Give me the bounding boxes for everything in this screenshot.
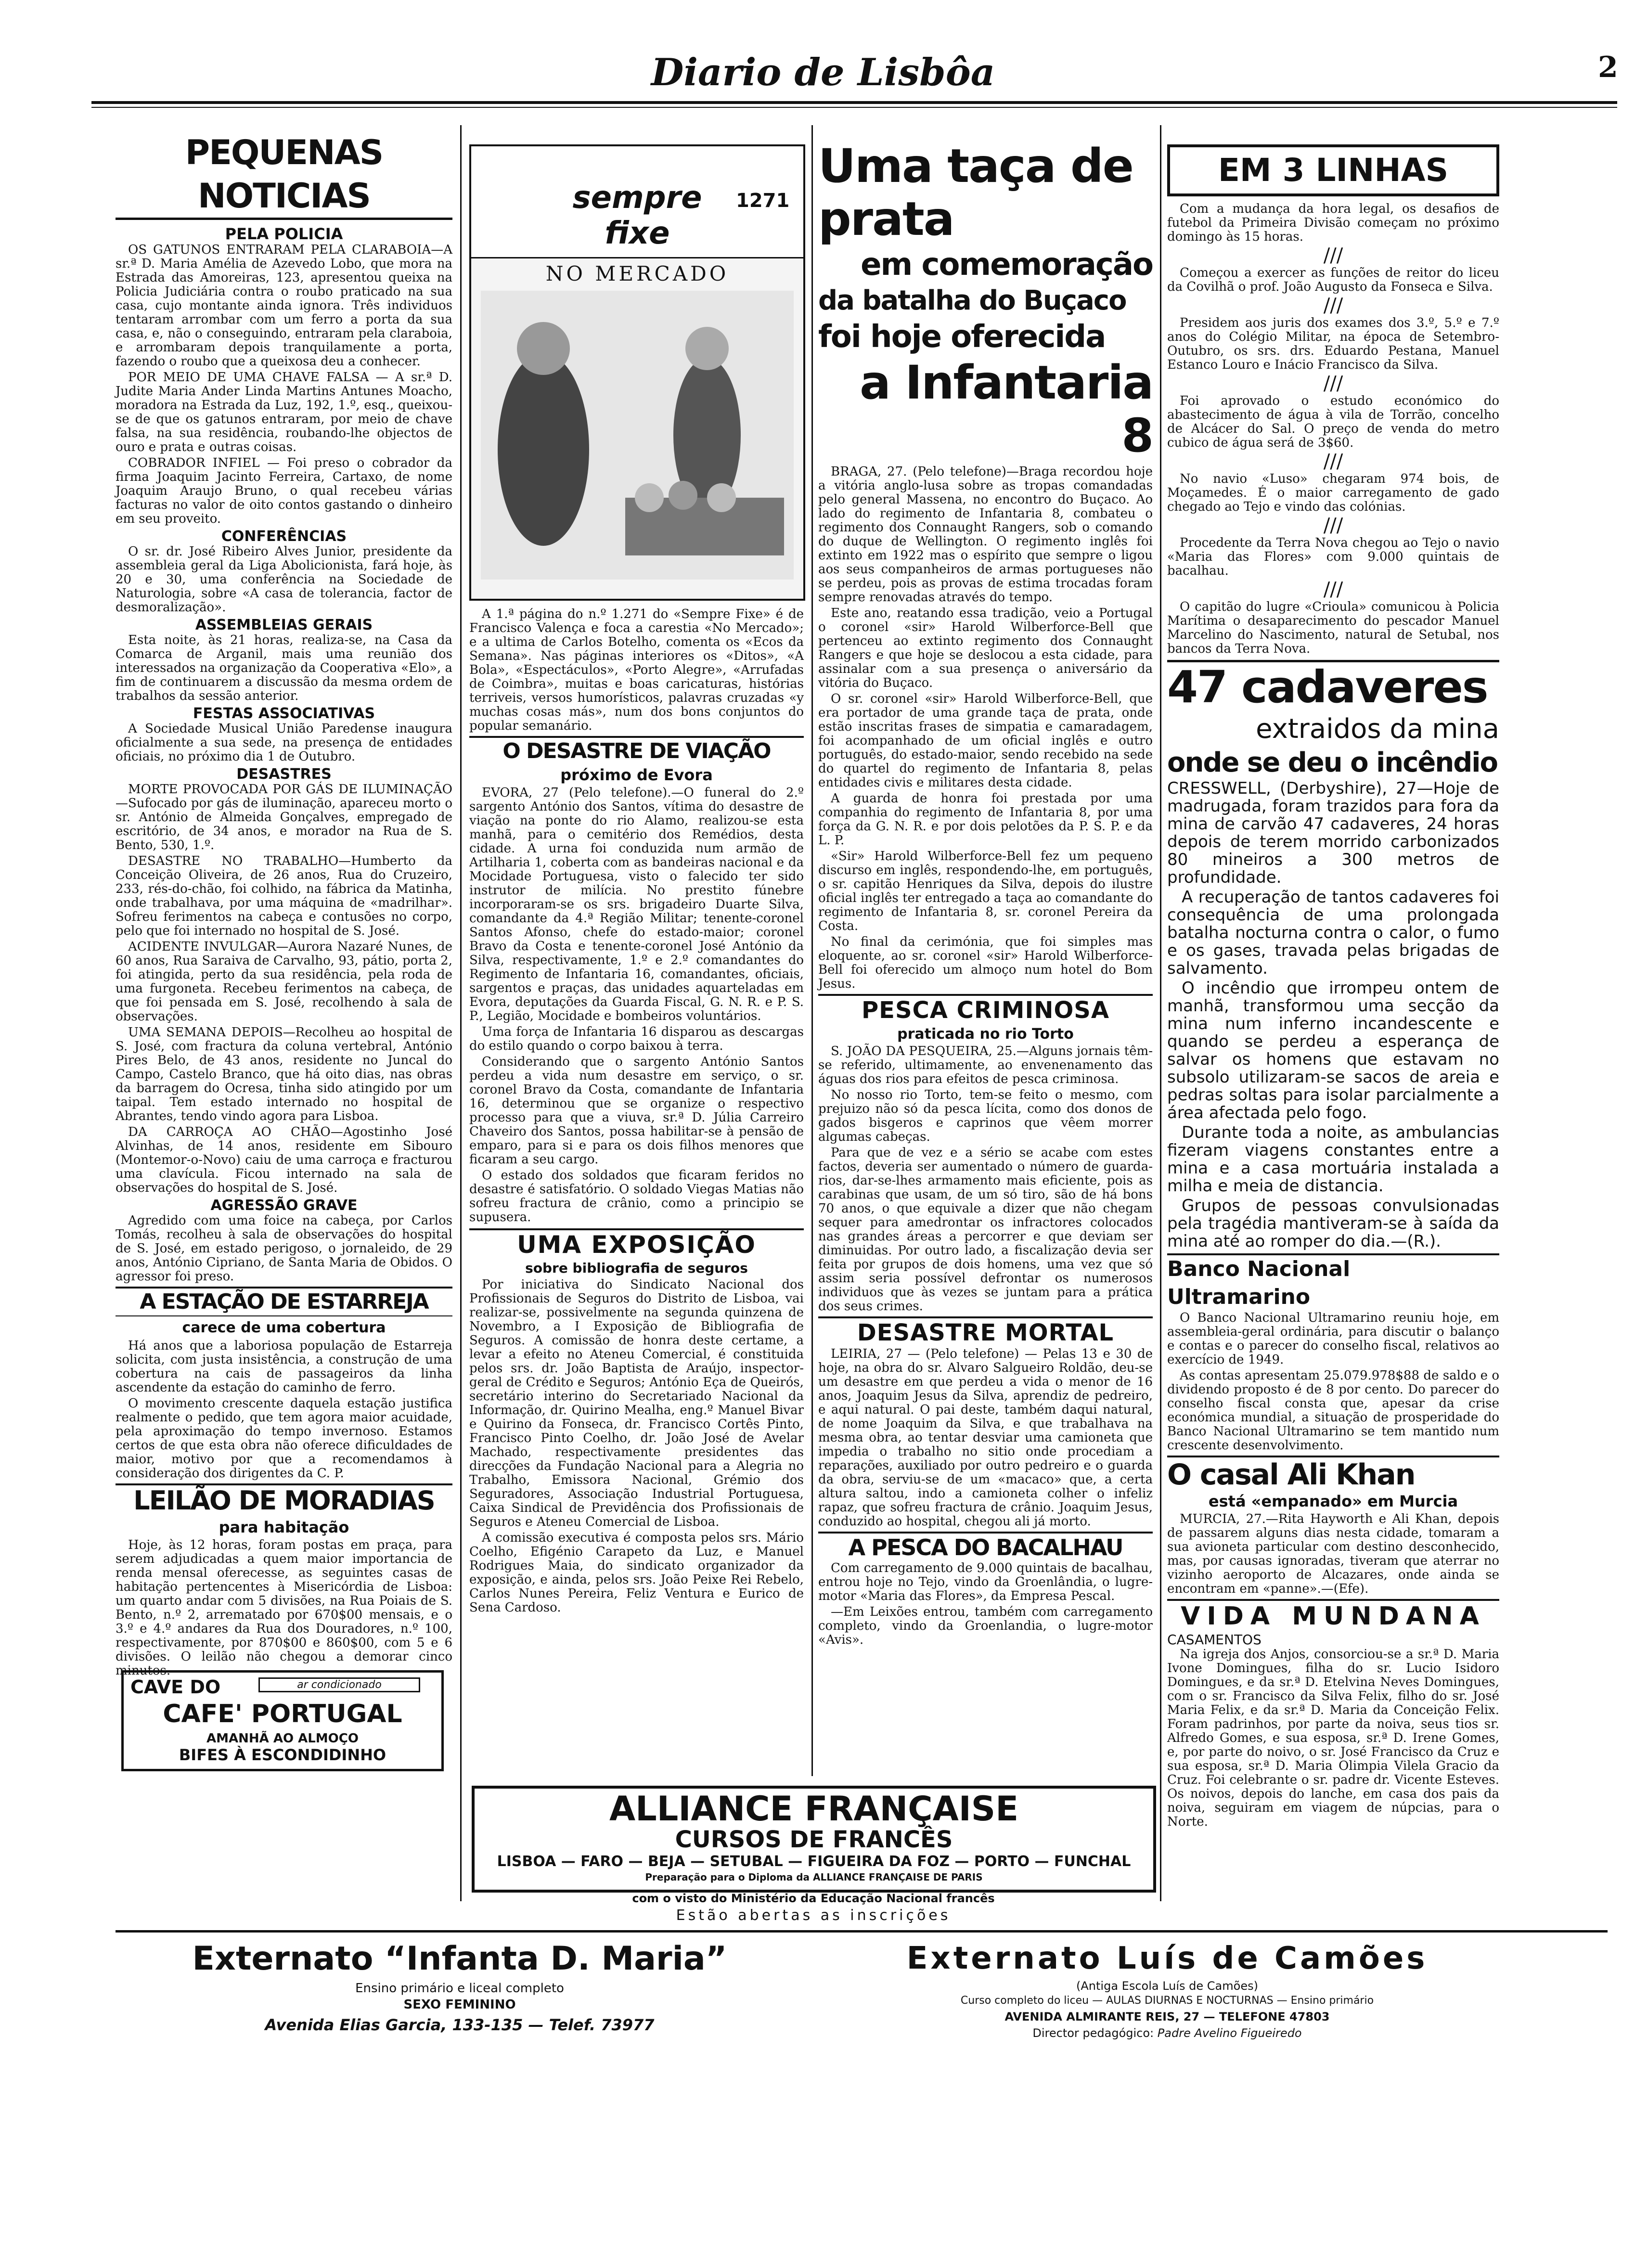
news-paragraph: O Banco Nacional Ultramarino reuniu hoje, em assembleia-geral ordinária, para discutir o balanço e contas e o parecer do conselho fiscal, relativos ao exercício de 1949. [1167,1311,1499,1367]
externato-infanta-ad [116,1940,804,2046]
ad-ac-label: ar condicionado [258,1677,420,1692]
news-paragraph: Por iniciativa do Sindicato Nacional dos Profissionais de Seguros do Distrito de Lisboa, vai realizar-se, possivelmente na segunda quinzena de Novembro, a I Exposição de Bibliografia de Seguros. A comissão de honra deste certame, a levar a efeito no Ateneu Comercial, é constituida pelos srs. dr. João Baptista de Araújo, inspector-geral de Crédito e Seguros; António Eça de Queirós, secretário interino do Secretariado Nacional da Informação, dr. Quirino Mealha, eng.º Manuel Bivar e Quirino da Fonseca, dr. Francisco Cortês Pinto, Francisco Pinto Coelho, dr. João José de Avelar Machado, respectivamente presidentes das direcções da Fundação Nacional para a Alegria no Trabalho, Emissora Nacional, Grémio dos Seguradores, Associação Industrial Portuguesa, Caixa Sindical de Previdência dos Profissionais de Seguros e Ateneu Comercial de Lisboa. [469,1277,804,1529]
news-paragraph: BRAGA, 27. (Pelo telefone)—Braga recordou hoje a vitória anglo-lusa sobre as tropas comandadas pelo general Massena, no encontro do Buçaco. Ao lado do regimento de Infantaria 8, combateu o regimento dos Connaught Rangers, sob o comando do duque de Wellington. O regimento inglês foi extinto em 1922 mas o espírito que sempre o ligou aos seus companheiros de armas portugueses não se perdeu, pois as provas de estima trocadas foram sempre renovadas através do tempo. [818,464,1153,605]
news-paragraph: A 1.ª página do n.º 1.271 do «Sempre Fixe» é de Francisco Valença e foca a carestia «No Mercado»; e a ultima de Carlos Botelho, comenta os «Ecos da Semana». Nas páginas interiores os «Ditos», «A Bola», «Espectáculos», «Porto Alegre», «Arrufadas de Coimbra», muitas e boas caricaturas, histórias terriveis, versos humorísticos, palavras cruzadas «y muchas cosas más», num dos bons conjuntos do popular semanário. [469,607,804,733]
section-conferencias: CONFERÊNCIAS [221,528,347,545]
news-paragraph: DESASTRE NO TRABALHO—Humberto da Conceição Oliveira, de 26 anos, Rua do Cruzeiro, 233, rés-do-chão, foi colhido, na fábrica da Matinha, onde trabalhava, por uma máquina de «madrilhar». Sofreu ferimentos na cabeça e contusões no corpo, pelo que foi internado no hospital de S. José. [116,854,452,938]
item-separator: /// [1323,515,1343,537]
cover-logo: sempre fixe [572,180,702,251]
em3-item: Com a mudança da hora legal, os desafios de futebol da Primeira Divisão começam no próximo domingo às 15 horas. [1167,202,1499,244]
ad-cave-label: CAVE DO [130,1676,221,1698]
alliance-cities: LISBOA — FARO — BEJA — SETUBAL — FIGUEIRA DA FOZ — PORTO — FUNCHAL [497,1853,1131,1870]
news-paragraph: Considerando que o sargento António Santos perdeu a vida num desastre em serviço, o sr. coronel Bravo da Costa, comandante de Infantaria 16, determinou que se organize o respectivo processo para que a viuva, sr.ª D. Júlia Carreiro Chaveiro dos Santos, possa habilitar-se à pensão de emparo, para si e para os dois filhos menores que ficaram a seu cargo. [469,1055,804,1167]
news-paragraph: Hoje, às 12 horas, foram postas em praça, para serem adjudicadas a quem maior importancia de renda mensal oferecesse, as seguintes casas de habitação pertencentes à Misericórdia de Lisboa: um quarto andar com 5 divisões, na Rua Poiais de S. Bento, n.º 2, arrematado por 670$00 mensais, e o 3.º e 4.º andares da Rua dos Douradores, n.º 100, respectivamente, por 870$00 e 860$00, com 5 e 6 divisões. O leilão não chegou a demorar cinco minutos. [116,1538,452,1678]
news-paragraph: Há anos que a laboriosa população de Estarreja solicita, com justa insistência, a construção de uma cobertura na cais de passageiros da linha ascendente da estação do caminho de ferro. [116,1339,452,1395]
estarreja-title: A ESTAÇÃO DE ESTARREJA [116,1287,452,1316]
em3-item: Presidem aos juris dos exames dos 3.º, 5.º e 7.º anos do Colégio Militar, na época de Setembro-Outubro, os srs. drs. Eduardo Pestana, Manuel Estanco Louro e Inácio Francisco da Silva. [1167,316,1499,372]
news-paragraph: ACIDENTE INVULGAR—Aurora Nazaré Nunes, de 60 anos, Rua Saraiva de Carvalho, 93, pátio, porta 2, foi atingida, perto da sua residência, pela roda de uma furgoneta. Recebeu ferimentos na cabeça, de que foi pensada em S. José, recolhendo à sala de observações. [116,940,452,1024]
taca-title-3: da batalha do Buçaco [818,285,1126,316]
camoes-line: Curso completo do liceu — AULAS DIURNAS E NOCTURNAS — Ensino primário [960,1995,1374,2007]
news-paragraph: EVORA, 27 (Pelo telefone).—O funeral do 2.º sargento António dos Santos, vítima do desastre de viação na ponte do rio Alamo, realizou-se esta manhã, para o cemitério dos Remédios, desta cidade. A urna foi conduzida num armão de Artilharia 1, coberta com as bandeiras nacional e da Mocidade Portuguesa, visto o falecido ter sido instrutor de milícia. No prestito fúnebre incorporaram-se os srs. brigadeiro Duarte Silva, comandante da 4.ª Região Militar; tenente-coronel Santos Afonso, chefe do estado-maior; coronel Bravo da Costa e tenente-coronel José António da Silva, respectivamente, 1.º e 2.º comandantes do Regimento de Infantaria 16, comandantes, oficiais, sargentos e praças, das unidades aquarteladas em Evora, deputações da Guarda Fiscal, G. N. R. e P. S. P., Legião, Mocidade e bombeiros voluntários. [469,786,804,1023]
viacao-subtitle: próximo de Evora [560,766,713,784]
ad-cafe-line: BIFES À ESCONDIDINHO [179,1746,386,1764]
news-paragraph: A comissão executiva é composta pelos srs. Mário Coelho, Efigénio Carapeto da Luz, e Manuel Rodrigues Maia, do sindicato organizador da exposição, e ainda, pelos srs. João Peixe Rei Rebelo, Carlos Nunes Pereira, Feliz Ventura e Eurico de Sena Cardoso. [469,1531,804,1615]
item-separator: /// [1323,451,1343,473]
news-paragraph: MORTE PROVOCADA POR GÁS DE ILUMINAÇÃO—Sufocado por gás de iluminação, apareceu morto o sr. António de Almeida Gonçalves, empregado de escritório, de 34 anos, e morador na Rua de S. Bento, 530, 1.º. [116,782,452,852]
ali-khan-subtitle: está «empanado» em Murcia [1208,1492,1458,1510]
column-3 [818,140,1153,1649]
estarreja-subtitle: carece de uma cobertura [182,1319,386,1336]
page-number: 2 [1598,51,1618,84]
news-paragraph: DA CARROÇA AO CHÃO—Agostinho José Alvinhas, de 14 anos, residente em Sibouro (Montemor-o-Novo) caiu de uma carroça e fracturou uma clavícula. Ficou internado na sala de observações do hospital de S. José. [116,1125,452,1195]
news-paragraph: O incêndio que irrompeu ontem de manhã, transformou uma secção da mina num inferno incandescente e quando se perdeu a esperança de salvar os homens que estavam no subsolo utilizaram-se sacos de areia e pedras soltas para isolar parcialmente a área afectada pelo fogo. [1167,979,1499,1122]
column-rule [811,125,813,1776]
news-paragraph: Grupos de pessoas convulsionadas pela tragédia mantiveram-se à saída da mina até ao romper do dia.—(R.). [1167,1196,1499,1251]
ad-cafe-name: CAFE' PORTUGAL [163,1700,402,1728]
column-rule [460,125,462,1901]
taca-title-5: a Infantaria 8 [860,356,1153,463]
externato-camoes-ad [823,1940,1511,2046]
mortal-title: DESASTRE MORTAL [818,1316,1153,1347]
news-paragraph: OS GATUNOS ENTRARAM PELA CLARABOIA—A sr.ª D. Maria Amélia de Azevedo Lobo, que mora na Estrada das Amoreiras, 123, apresentou queixa na Policia Judiciária contra o roubo praticado na sua casa, cujo montante ainda ignora. Três individuos tentaram arrombar com um ferro a porta da sua casa, e, não o conseguindo, entraram pela claraboia, e arrombaram depois tranquilamente a porta, fazendo o roubo que a queixosa deu a conhecer. [116,243,452,369]
banco-title: Banco Nacional Ultramarino [1167,1253,1499,1311]
news-paragraph: Esta noite, às 21 horas, realiza-se, na Casa da Comarca de Arganil, mais uma reunião dos interessados na organização da Cooperativa «Elo», a fim de continuarem a discussão da mesma ordem de trabalhos da sessão anterior. [116,633,452,703]
section-festas: FESTAS ASSOCIATIVAS [193,705,375,722]
pequenas-noticias-heading: PEQUENAS NOTICIAS [116,131,452,220]
infanta-line: Ensino primário e liceal completo [355,1981,564,1996]
infanta-line: Avenida Elias Garcia, 133-135 — Telef. 73977 [265,2016,655,2034]
news-paragraph: As contas apresentam 25.079.978$88 de saldo e o dividendo proposto é de 8 por cento. Do parecer do conselho fiscal consta que, apesar da crise económica mundial, a situação de prosperidade do Banco Nacional Ultramarino se tem mantido num crescente desenvolvimento. [1167,1368,1499,1453]
masthead-title: Diario de Lisbôa [651,51,995,94]
em3-item: No navio «Luso» chegaram 974 bois, de Moçamedes. É o maior carregamento de gado chegado ao Tejo e vindo das colónias. [1167,472,1499,514]
section-policia: PELA POLICIA [225,225,343,243]
alliance-line: Estão abertas as inscrições [676,1907,951,1924]
news-paragraph: A Sociedade Musical União Paredense inaugura oficialmente a sua sede, na presença de entidades oficiais, no próximo dia 1 de Outubro. [116,722,452,764]
cover-caption: NO MERCADO [545,262,729,285]
news-paragraph: A recuperação de tantos cadaveres foi consequência de uma prolongada batalha nocturna contra o calor, o fumo e os gases, travada pelas brigadas de salvamento. [1167,888,1499,978]
news-paragraph: Este ano, reatando essa tradição, veio a Portugal o coronel «sir» Harold Wilberforce-Bell que pertenceu ao extinto regimento dos Connaught Rangers e que hoje se deslocou a esta cidade, para assinalar com a sua presença o aniversário da vitória do Buçaco. [818,606,1153,690]
leilao-title: LEILÃO DE MORADIAS [116,1483,452,1516]
news-paragraph: CRESSWELL, (Derbyshire), 27—Hoje de madrugada, foram trazidos para fora da mina de carvão 47 cadaveres, 24 horas depois de terem morrido carbonizados 80 mineiros a 300 metros de profundidade. [1167,779,1499,887]
casamentos-label: CASAMENTOS [1167,1632,1262,1648]
section-desastres: DESASTRES [236,766,332,783]
sempre-fixe-cover [469,144,805,601]
news-paragraph: COBRADOR INFIEL — Foi preso o cobrador da firma Joaquim Jacinto Ferreira, Cartaxo, de nome Joaquim Araujo Bruno, o qual recebeu várias facturas no valor de oito contos gastando o dinheiro em seu proveito. [116,456,452,526]
item-separator: /// [1323,295,1343,317]
item-separator: /// [1323,579,1343,601]
pesca-subtitle: praticada no rio Torto [897,1026,1074,1043]
camoes-title: Externato Luís de Camões [906,1941,1428,1976]
cafe-portugal-ad [121,1670,444,1771]
alliance-subtitle: CURSOS DE FRANCÊS [675,1826,953,1853]
alliance-line: Preparação para o Diploma da ALLIANCE FRANÇAISE DE PARIS [645,1871,983,1883]
camoes-line: AVENIDA ALMIRANTE REIS, 27 — TELEFONE 47803 [1004,2010,1330,2023]
masthead-rule [91,101,1617,104]
news-paragraph: O sr. dr. José Ribeiro Alves Junior, presidente da assembleia geral da Liga Abolicionista, fará hoje, às 20 e 30, uma conferência na Sociedade de Naturologia, sobre «A casa de tolerancia, factor de desmoralização». [116,544,452,615]
taca-title-4: foi hoje oferecida [818,319,1106,355]
cadaveres-subtitle-2: onde se deu o incêndio [1167,747,1497,778]
camoes-director-name: Padre Avelino Figueiredo [1157,2026,1302,2040]
viacao-title: O DESASTRE DE VIAÇÃO [469,736,804,765]
cover-number: 1271 [736,190,790,212]
alliance-title: ALLIANCE FRANÇAISE [609,1789,1019,1829]
news-paragraph: No final da cerimónia, que foi simples mas eloquente, ao sr. coronel «sir» Harold Wilberforce-Bell foi oferecido um almoço num hotel do Bom Jesus. [818,935,1153,991]
news-paragraph: POR MEIO DE UMA CHAVE FALSA — A sr.ª D. Judite Maria Ander Linda Martins Antunes Moacho, moradora na Estrada da Luz, 192, 1.º, esq., queixou-se de que os gatunos entraram, por meio de chave falsa, na sua residência, roubando-lhe objectos de ouro e prata e outras coisas. [116,370,452,454]
news-paragraph: O estado dos soldados que ficaram feridos no desastre é satisfatório. O soldado Viegas Matias não sofreu fractura de crânio, como a principio se supusera. [469,1168,804,1224]
news-paragraph: Agredido com uma foice na cabeça, por Carlos Tomás, recolheu à sala de observações do hospital de S. José, em estado perigoso, o jornaleido, de 29 anos, António Cipriano, de Santa Maria de Obidos. O agressor foi preso. [116,1213,452,1284]
camoes-line: (Antiga Escola Luís de Camões) [1076,1979,1258,1993]
column-1 [116,131,452,1680]
taca-title-1: Uma taça de prata [818,139,1133,246]
alliance-francaise-ad [472,1786,1156,1893]
news-paragraph: UMA SEMANA DEPOIS—Recolheu ao hospital de S. José, com fractura da coluna vertebral, António Pires Belo, de 43 anos, residente no Juncal do Campo, Castelo Branco, que há oito dias, nas obras da barragem do Ocresa, tinha sido atingido por um taipal. Tem estado internado no hospital de Abrantes, tendo vindo agora para Lisboa. [116,1025,452,1123]
leilao-subtitle: para habitação [219,1518,349,1536]
news-paragraph: Durante toda a noite, as ambulancias fizeram viagens constantes entre a mina e a casa mortuária instalada a milha e meia de distancia. [1167,1123,1499,1196]
section-assembleias: ASSEMBLEIAS GERAIS [195,617,373,633]
news-paragraph: MURCIA, 27.—Rita Hayworth e Ali Khan, depois de passarem alguns dias nesta cidade, tomaram a sua avioneta particular com destino desconhecido, mas, por causas ignoradas, tiveram que aterrar no vizinho aeroporto de Alcazares, onde ainda se encontram em «panne».—(Efe). [1167,1512,1499,1596]
camoes-director-label: Director pedagógico: [1032,2026,1154,2040]
bottom-rule [116,1930,1608,1933]
news-paragraph: Na igreja dos Anjos, consorciou-se a sr.ª D. Maria Ivone Domingues, filha do sr. Lucio Isidoro Domingues, e da sr.ª D. Etelvina Neves Domingues, com o sr. Francisco da Silva Felix, filho do sr. José Maria Felix, e da sr.ª D. Maria da Conceição Felix. Foram padrinhos, por parte da noiva, seus tios sr. Alfredo Gomes, e sua esposa, sr.ª D. Irene Gomes, e, por parte do noivo, o sr. José Francisco da Cruz e sua esposa, sr.ª D. Maria Olimpia Vilela Gracio da Cruz. Foi celebrante o sr. padre dr. Vicente Esteves. Os noivos, depois do lanche, em casa dos pais da noiva, seguiram em viagem de núpcias, para o Norte. [1167,1647,1499,1829]
cover-illustration [481,291,794,580]
column-4 [1167,144,1499,1831]
pesca-title: PESCA CRIMINOSA [818,994,1153,1025]
alliance-line: com o visto do Ministério da Educação Nacional francês [632,1892,995,1905]
news-paragraph: Para que de vez e a sério se acabe com estes factos, deveria ser aumentado o número de guarda-rios, dar-se-lhes armamento mais eficiente, pois as carabinas que usam, de um só tiro, são de há bons 70 anos, o que equivale a dizer que não chegam sequer para amedrontar os infractores colocados nas grandes áreas a percorrer e que deviam ser diminuidas. Por outro lado, a fiscalização devia ser feita por grupos de dois homens, uma vez que só assim seria possível defrontar os numerosos individuos que às vezes se juntam para a prática dos seus crimes. [818,1146,1153,1314]
news-paragraph: —Em Leixões entrou, também com carregamento completo, vindo da Groenlandia, o lugre-motor «Avis». [818,1605,1153,1647]
item-separator: /// [1323,373,1343,395]
em3-item: Procedente da Terra Nova chegou ao Tejo o navio «Maria das Flores» com 9.000 quintais de bacalhau. [1167,536,1499,578]
camoes-director [823,2026,1511,2040]
news-paragraph: «Sir» Harold Wilberforce-Bell fez um pequeno discurso em inglês, respondendo-lhe, em português, o sr. capitão Henriques da Silva, depois do ilustre oficial inglês ter entregado a taça ao comandante do regimento de Infantaria 8, sr. coronel Pereira da Costa. [818,849,1153,933]
news-paragraph: O sr. coronel «sir» Harold Wilberforce-Bell, que era portador de uma grande taça de prata, onde estão inscritas frases de simpatia e camaradagem, foi acompanhado de um oficial inglês e outro português, do estado-maior, sendo recebido na sede do quartel do regimento de Infantaria 8, pelas entidades civis e militares desta cidade. [818,692,1153,790]
item-separator: /// [1323,245,1343,267]
em-3-linhas-heading: EM 3 LINHAS [1167,144,1499,196]
vida-mundana-title: VIDA MUNDANA [1167,1599,1499,1632]
news-paragraph: A guarda de honra foi prestada por uma companhia do regimento de Infantaria 8, por uma força da G. N. R. e por dois pelotões da P. S. P. e da L. P. [818,791,1153,848]
em3-item: O capitão do lugre «Crioula» comunicou à Policia Marítima o desaparecimento do pescador Manuel Marcelino do Nascimento, natural de Setubal, nos bancos da Terra Nova. [1167,600,1499,656]
news-paragraph: No nosso rio Torto, tem-se feito o mesmo, com prejuizo não só da pesca lícita, como dos donos de gados bisgeros e caprinos que vêem morrer algumas cabeças. [818,1088,1153,1144]
infanta-title: Externato “Infanta D. Maria” [192,1940,727,1978]
news-paragraph: O movimento crescente daquela estação justifica realmente o pedido, que tem agora maior acuidade, pela aproximação do tempo invernoso. Estamos certos de que esta obra não oferece dificuldades de maior, motivo por que a recomendamos à consideração dos dirigentes da C. P. [116,1396,452,1481]
ad-cafe-line: AMANHÃ AO ALMOÇO [206,1731,359,1746]
news-paragraph: S. JOÃO DA PESQUEIRA, 25.—Alguns jornais têm-se referido, ultimamente, ao envenenamento das águas dos rios para efeitos de pesca criminosa. [818,1044,1153,1086]
news-paragraph: Uma força de Infantaria 16 disparou as descargas do estilo quando o corpo baixou à terra. [469,1025,804,1053]
column-rule [1160,125,1161,1901]
section-agressao: AGRESSÃO GRAVE [210,1197,358,1214]
ali-khan-title: O casal Ali Khan [1167,1456,1499,1492]
exposicao-subtitle: sobre bibliografia de seguros [525,1260,748,1276]
masthead-rule-thin [91,107,1617,108]
masthead [0,0,1648,106]
news-paragraph: LEIRIA, 27 — (Pelo telefone) — Pelas 13 e 30 de hoje, na obra do sr. Alvaro Salgueiro Roldão, deu-se um desastre em que perdeu a vida o menor de 16 anos, Joaquim Jesus da Silva, aprendiz de pedreiro, e aqui natural. O pai deste, também daqui natural, de nome Joaquim da Silva, e que trabalhava na mesma obra, ao tentar desviar uma camioneta que impedia o trabalho no sitio onde procediam a reparações, auxiliado por outro pedreiro e o guarda da obra, serviu-se de um «macaco» que, a certa altura saltou, indo a camioneta colher o infeliz rapaz, que sofreu fractura de crânio. Joaquim Jesus, conduzido ao hospital, chegou ali já morto. [818,1347,1153,1529]
em3-item: Foi aprovado o estudo económico do abastecimento de água à vila de Torrão, concelho de Alcácer do Sal. O preço de venda do metro cubico de água será de 3$60. [1167,394,1499,450]
news-paragraph: Com carregamento de 9.000 quintais de bacalhau, entrou hoje no Tejo, vindo da Groenlândia, o lugre-motor «Maria das Flores», da Empresa Pescal. [818,1561,1153,1603]
infanta-line: SEXO FEMININO [403,1997,516,2012]
exposicao-title: UMA EXPOSIÇÃO [469,1228,804,1259]
column-2 [469,144,804,1617]
cadaveres-title: 47 cadaveres [1167,660,1499,712]
taca-title-2: em comemoração [861,247,1153,283]
em3-item: Começou a exercer as funções de reitor do liceu da Covilhã o prof. João Augusto da Fonseca e Silva. [1167,266,1499,294]
bacalhau-title: A PESCA DO BACALHAU [818,1532,1153,1561]
cadaveres-subtitle: extraidos da mina [1256,713,1499,745]
